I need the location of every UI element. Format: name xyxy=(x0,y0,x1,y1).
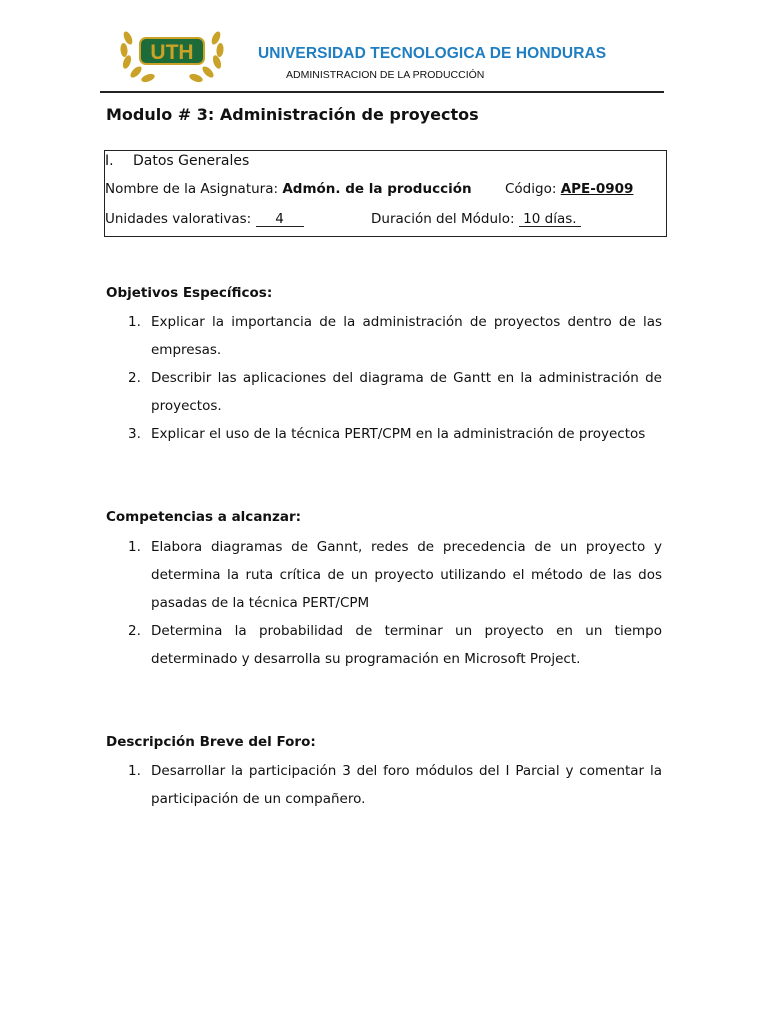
subject-value: Admón. de la producción xyxy=(282,181,472,197)
item-text: Desarrollar la participación 3 del foro módulos del I Parcial y comentar la participación de un compañero. xyxy=(151,763,662,807)
units-label: Unidades valorativas: xyxy=(105,211,256,227)
university-name: UNIVERSIDAD TECNOLOGICA DE HONDURAS xyxy=(258,45,607,62)
objectives-title: Objetivos Específicos: xyxy=(106,285,273,301)
forum-title: Descripción Breve del Foro: xyxy=(106,734,316,750)
code-label: Código: xyxy=(505,181,561,197)
item-number: 1. xyxy=(128,763,141,779)
general-data-box xyxy=(104,150,667,237)
list-item xyxy=(106,533,662,617)
duration-label: Duración del Módulo: xyxy=(371,211,519,227)
units-value: 4 xyxy=(256,212,304,227)
item-text: Explicar la importancia de la administración de proyectos dentro de las empresas. xyxy=(151,314,662,358)
item-text: Elabora diagramas de Gannt, redes de precedencia de un proyecto y determina la ruta crítica de un proyecto utilizando el método de las dos pasadas de la técnica PERT/CPM xyxy=(151,539,662,611)
item-text: Determina la probabilidad de terminar un proyecto en un tiempo determinado y desarrolla su programación en Microsoft Project. xyxy=(151,623,662,667)
item-number: 1. xyxy=(128,539,141,555)
forum-list xyxy=(106,757,662,813)
duration-field xyxy=(371,211,581,227)
list-item xyxy=(106,757,662,813)
item-number: 1. xyxy=(128,314,141,330)
logo-text: UTH xyxy=(150,41,194,64)
subject-row xyxy=(105,181,666,197)
competencies-list xyxy=(106,533,662,673)
subject-label: Nombre de la Asignatura: xyxy=(105,181,283,197)
code-field xyxy=(505,181,633,197)
units-row xyxy=(105,211,666,227)
item-text: Describir las aplicaciones del diagrama de Gantt en la administración de proyectos. xyxy=(151,370,662,414)
item-number: 3. xyxy=(128,426,141,442)
duration-value: 10 días. xyxy=(519,212,581,227)
header-rule xyxy=(100,91,664,93)
objectives-list xyxy=(106,308,662,448)
list-item xyxy=(106,308,662,364)
list-item xyxy=(106,617,662,673)
code-value: APE-0909 xyxy=(560,181,634,197)
department-name: ADMINISTRACION DE LA PRODUCCIÓN xyxy=(286,69,485,81)
uth-logo xyxy=(118,20,226,84)
competencies-title: Competencias a alcanzar: xyxy=(106,509,302,525)
general-number: I. xyxy=(105,153,114,169)
item-number: 2. xyxy=(128,370,141,386)
item-number: 2. xyxy=(128,623,141,639)
list-item xyxy=(106,364,662,420)
list-item xyxy=(106,420,662,448)
item-text: Explicar el uso de la técnica PERT/CPM en la administración de proyectos xyxy=(151,426,646,442)
general-heading xyxy=(105,153,249,169)
module-title: Modulo # 3: Administración de proyectos xyxy=(106,105,479,124)
general-heading-text: Datos Generales xyxy=(133,153,250,169)
